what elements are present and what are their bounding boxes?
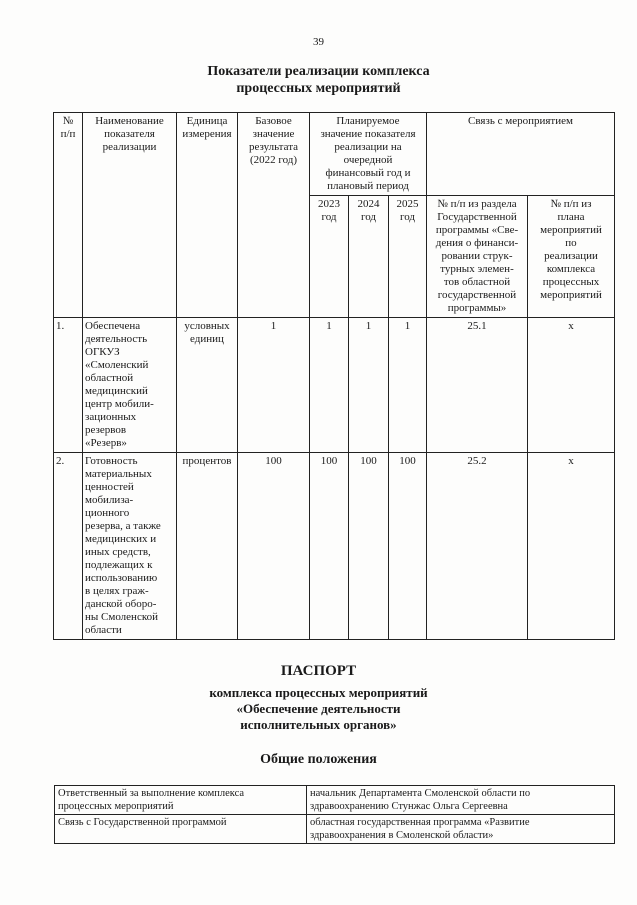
table-row <box>54 318 615 453</box>
general-heading: Общие положения <box>260 752 377 767</box>
table-row <box>55 786 615 815</box>
row-num: 1. <box>54 318 83 453</box>
row-base: 1 <box>238 318 310 453</box>
row-2024: 100 <box>349 453 389 640</box>
header-planned: Планируемое значение показателя реализации на очередной финансовый год и плановый период <box>310 113 427 196</box>
header-num: № п/п <box>54 113 83 318</box>
header-row-1 <box>54 113 615 196</box>
row-link-section: 25.2 <box>427 453 528 640</box>
row-unit: процентов <box>177 453 238 640</box>
header-2024: 2024 год <box>349 196 389 318</box>
header-link-section: № п/п из раздела Государственной программы «Све- дения о финанси- ровании струк- турных элемен- тов областной государственной программы» <box>427 196 528 318</box>
passport-subtitle-line-2: «Обеспечение деятельности <box>236 701 401 716</box>
row-2025: 1 <box>389 318 427 453</box>
row-2025: 100 <box>389 453 427 640</box>
table-row <box>54 453 615 640</box>
row-unit: условных единиц <box>177 318 238 453</box>
header-link-plan: № п/п из плана мероприятий по реализации комплекса процессных мероприятий <box>528 196 615 318</box>
passport-subtitle <box>0 685 637 733</box>
section-title <box>0 63 637 97</box>
indicators-table <box>53 112 615 640</box>
header-base: Базовое значение результата (2022 год) <box>238 113 310 318</box>
general-table <box>54 785 615 844</box>
table-row <box>55 815 615 844</box>
general-label: Ответственный за выполнение комплекса процессных мероприятий <box>55 786 307 815</box>
row-link-plan: x <box>528 318 615 453</box>
row-num: 2. <box>54 453 83 640</box>
passport-subtitle-line-1: комплекса процессных мероприятий <box>209 685 428 700</box>
header-link: Связь с мероприятием <box>427 113 615 196</box>
section-title-line-2: процессных мероприятий <box>236 81 401 96</box>
header-unit: Единица измерения <box>177 113 238 318</box>
header-name: Наименование показателя реализации <box>83 113 177 318</box>
passport-title: ПАСПОРТ <box>280 663 357 679</box>
general-label: Связь с Государственной программой <box>55 815 307 844</box>
row-name: Обеспечена деятельность ОГКУЗ «Смоленский областной медицинский центр мобили- зационных резервов «Резерв» <box>83 318 177 453</box>
passport-subtitle-line-3: исполнительных органов» <box>240 717 397 732</box>
row-name: Готовность материальных ценностей мобилиза- ционного резерва, а также медицинских и иных средств, подлежащих к использованию в целях граж- данской оборо- ны Смоленской области <box>83 453 177 640</box>
header-2023: 2023 год <box>310 196 349 318</box>
header-2025: 2025 год <box>389 196 427 318</box>
row-base: 100 <box>238 453 310 640</box>
row-2023: 100 <box>310 453 349 640</box>
row-2024: 1 <box>349 318 389 453</box>
page-number: 39 <box>313 36 324 48</box>
row-link-plan: x <box>528 453 615 640</box>
row-link-section: 25.1 <box>427 318 528 453</box>
section-title-line-1: Показатели реализации комплекса <box>207 64 430 79</box>
general-value: начальник Департамента Смоленской области по здравоохранению Стунжас Ольга Сергеевна <box>307 786 615 815</box>
general-value: областная государственная программа «Развитие здравоохранения в Смоленской области» <box>307 815 615 844</box>
row-2023: 1 <box>310 318 349 453</box>
